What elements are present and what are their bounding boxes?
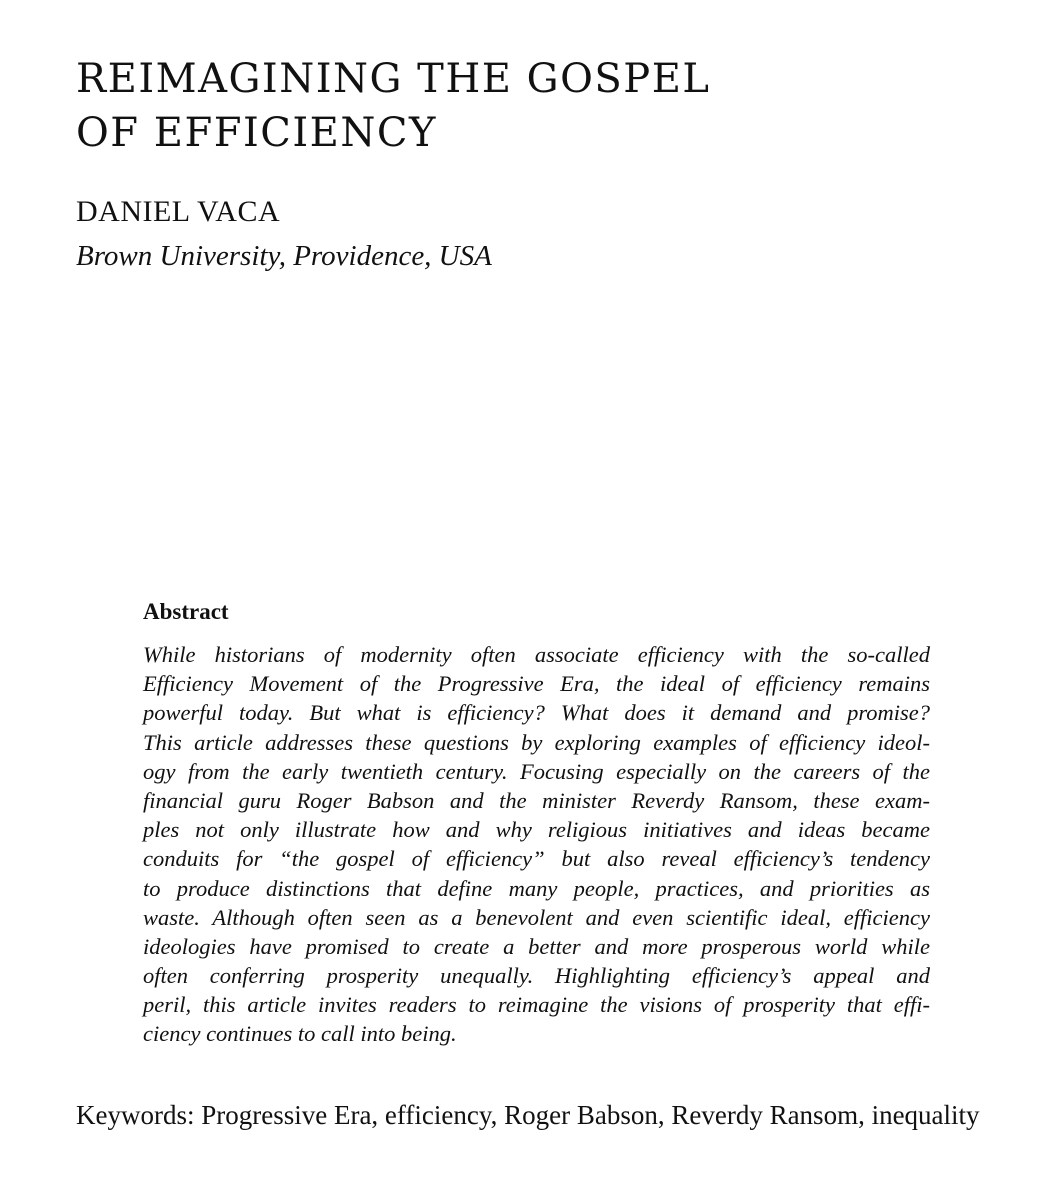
abstract-heading: Abstract	[143, 599, 229, 624]
abstract-line: Efficiency Movement of the Progressive Era, the ideal of efficiency remains	[143, 671, 930, 697]
abstract-line: peril, this article invites readers to reimagine the visions of prosperity that effi-	[143, 992, 930, 1018]
abstract-line: powerful today. But what is efficiency? What does it demand and promise?	[143, 700, 930, 726]
abstract-line: ples not only illustrate how and why religious initiatives and ideas became	[143, 817, 930, 843]
abstract-line: conduits for “the gospel of efficiency” but also reveal efficiency’s tendency	[143, 846, 930, 872]
abstract-line: waste. Although often seen as a benevolent and even scientific ideal, efficiency	[143, 904, 930, 930]
abstract-line: While historians of modernity often associate efficiency with the so-called	[143, 642, 930, 667]
title-line-1: REIMAGINING THE GOSPEL	[76, 56, 711, 102]
article-title	[76, 52, 976, 160]
keywords: Keywords: Progressive Era, efficiency, Roger Babson, Reverdy Ransom, inequality	[76, 1100, 980, 1130]
abstract-line: financial guru Roger Babson and the minister Reverdy Ransom, these exam-	[143, 787, 930, 813]
author-name: DANIEL VACA	[76, 195, 281, 228]
abstract-line: ciency continues to call into being.	[143, 1021, 457, 1047]
abstract-line: ideologies have promised to create a better and more prosperous world while	[143, 933, 930, 959]
author-affiliation: Brown University, Providence, USA	[76, 240, 492, 272]
abstract-line: often conferring prosperity unequally. Highlighting efficiency’s appeal and	[143, 963, 930, 989]
abstract-body	[143, 640, 930, 1049]
abstract-line: to produce distinctions that define many people, practices, and priorities as	[143, 875, 930, 901]
abstract-section	[143, 596, 930, 1049]
abstract-line: This article addresses these questions by exploring examples of efficiency ideol-	[143, 729, 930, 755]
title-line-2: OF EFFICIENCY	[76, 110, 437, 156]
abstract-line: ogy from the early twentieth century. Focusing especially on the careers of the	[143, 758, 930, 784]
